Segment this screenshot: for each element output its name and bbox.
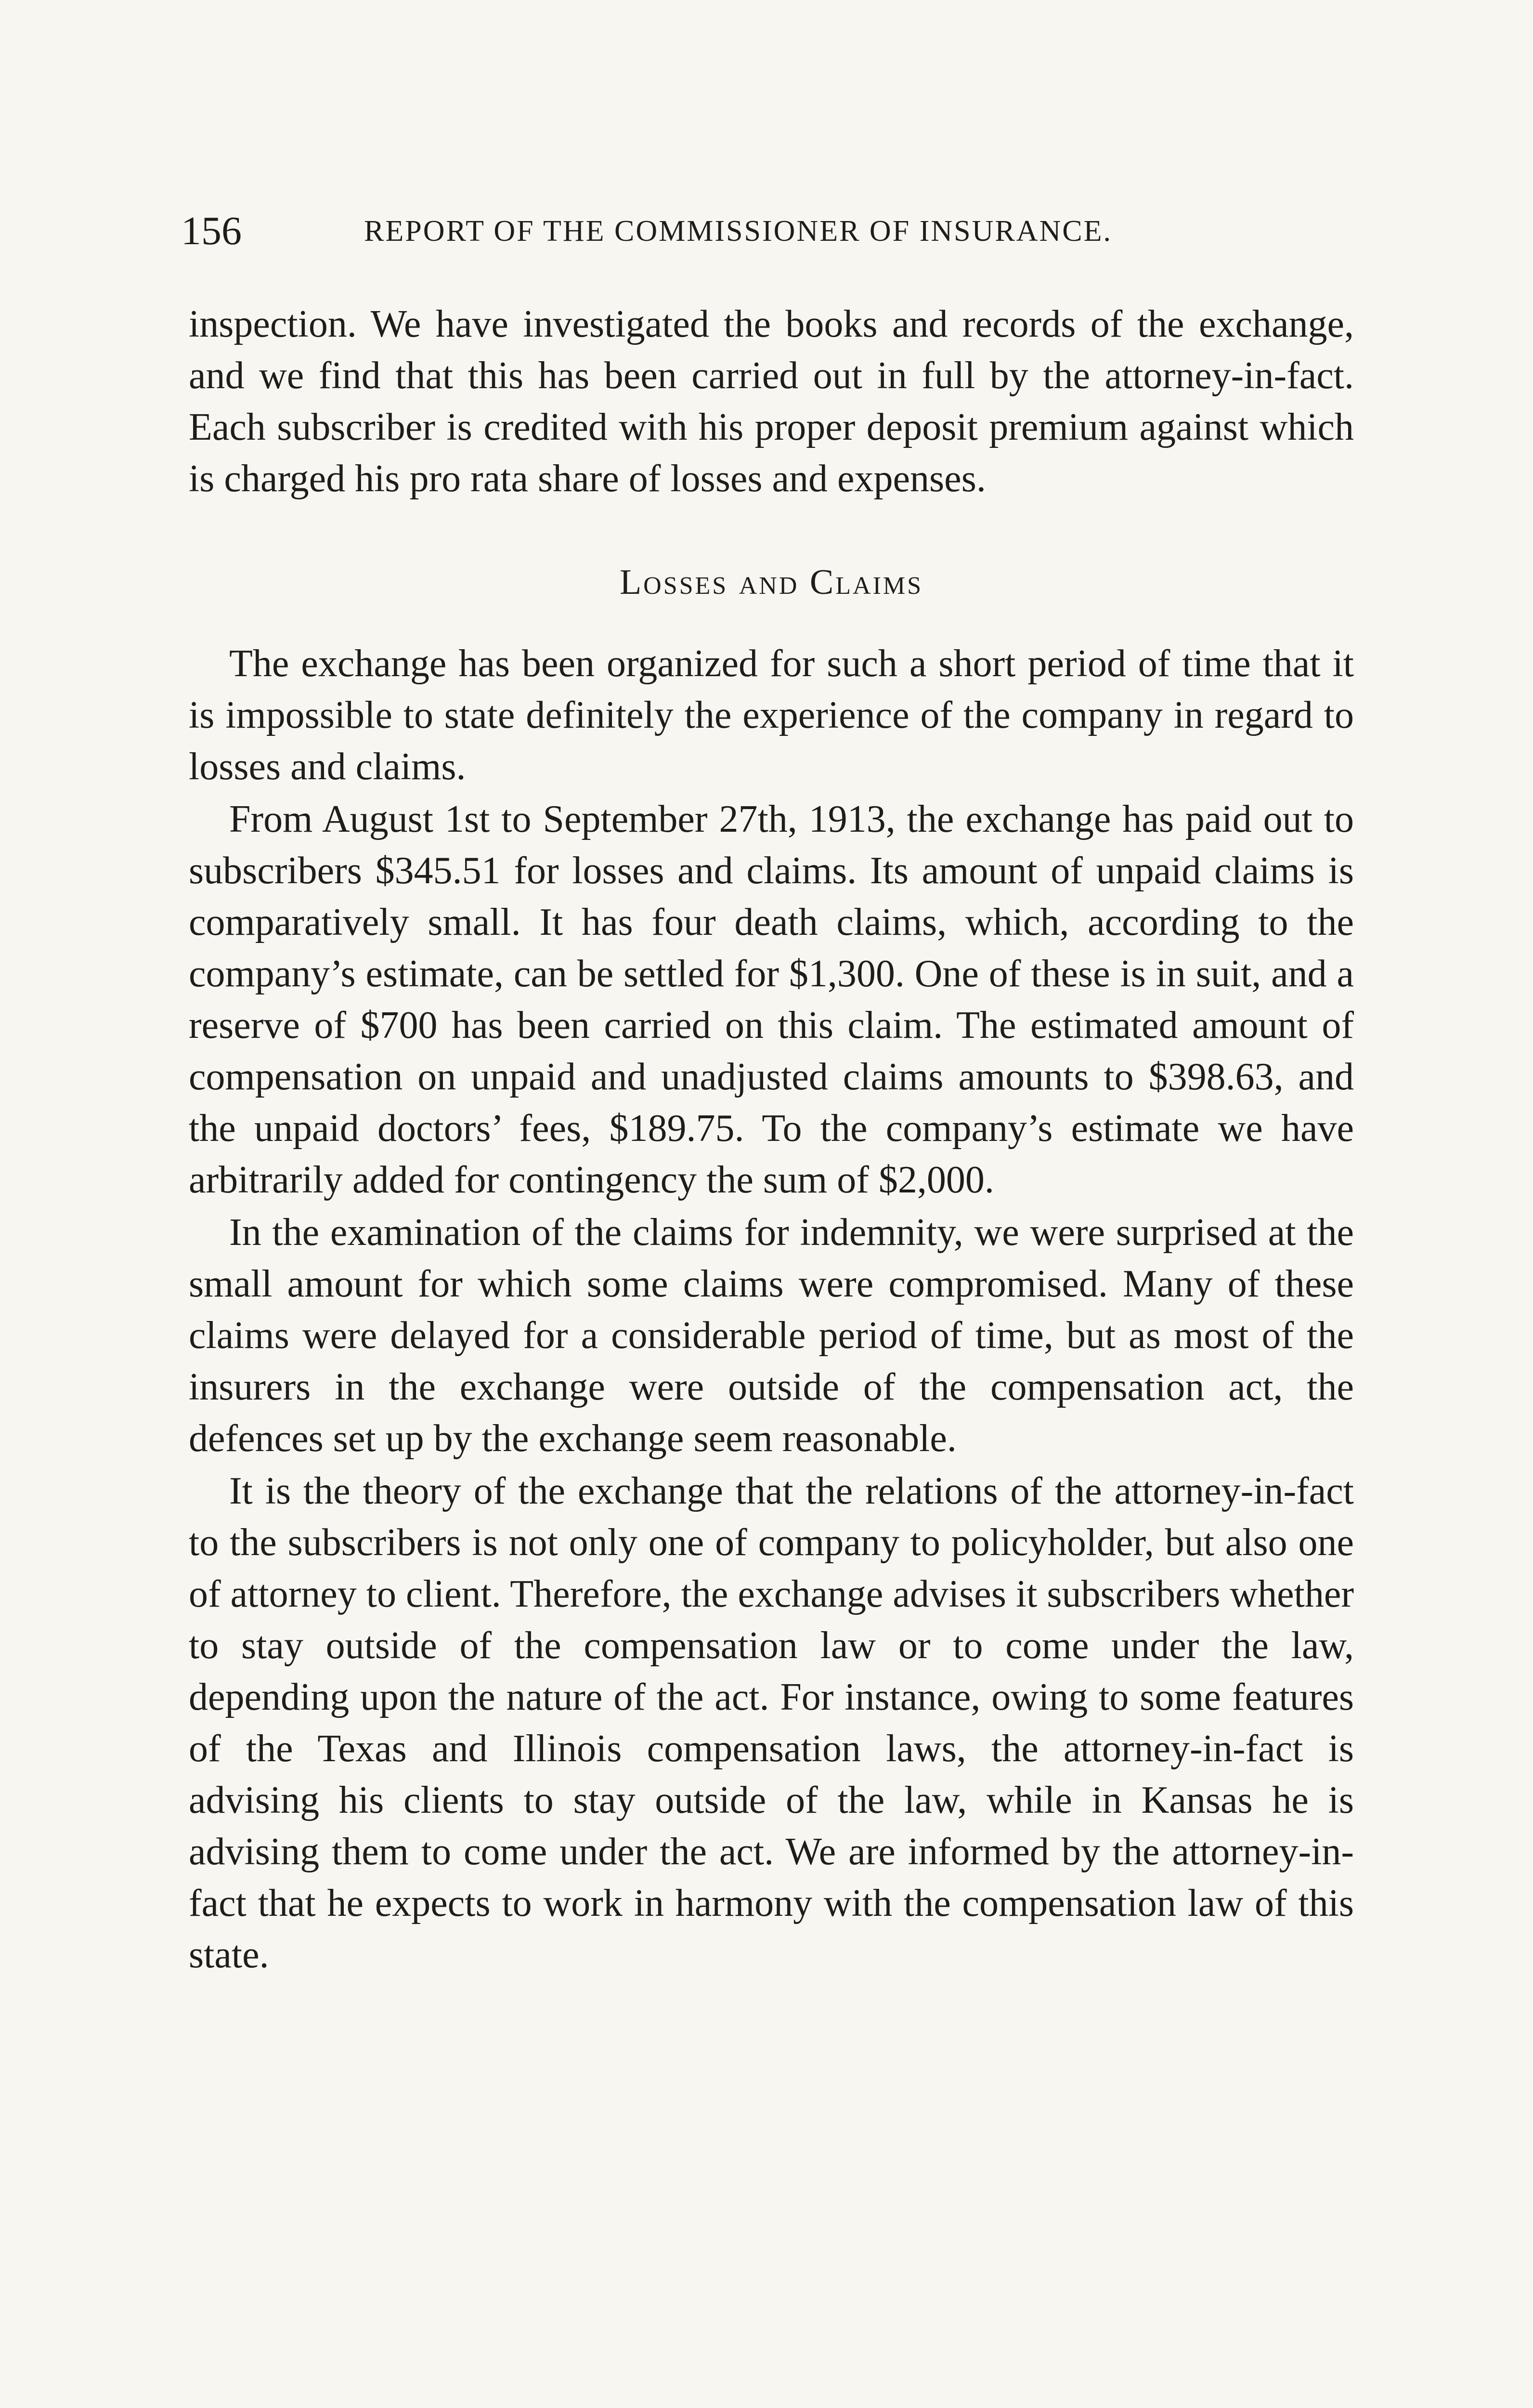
page-header (181, 205, 1414, 258)
running-head: REPORT OF THE COMMISSIONER OF INSURANCE. (364, 215, 1112, 248)
page-number: 156 (181, 209, 242, 253)
page-body (189, 299, 1354, 1981)
paragraph: From August 1st to September 27th, 1913, the exchange has paid out to subscribers $345.51 for losses and claims. Its amount of unpaid claims is comparatively small. It has four death claims, which, according to the company’s estimate, can be settled for $1,300. One of these is in suit, and a reserve of $700 has been carried on this claim. The estimated amount of compensation on unpaid and unadjusted claims amounts to $398.63, and the unpaid doctors’ fees, $189.75. To the company’s estimate we have arbitrarily added for contingency the sum of $2,000. (189, 798, 1354, 1201)
section-heading: Losses and Claims (619, 563, 923, 602)
paragraph: In the examination of the claims for indemnity, we were surprised at the small amount for which some claims were compromised. Many of these claims were delayed for a considerable period of time, but as most of the insurers in the exchange were outside of the compensation act, the defences set up by the exchange seem reasonable. (189, 1211, 1354, 1460)
paragraph: It is the theory of the exchange that the relations of the attorney-in-fact to the subscribers is not only one of company to policyholder, but also one of attorney to client. Therefore, the exchange advises it subscribers whether to stay outside of the compensation law or to come under the law, depending upon the nature of the act. For instance, owing to some features of the Texas and Illinois compensation laws, the attorney-in-fact is advising his clients to stay outside of the law, while in Kansas he is advising them to come under the act. We are informed by the attorney-in-fact that he expects to work in harmony with the compensation law of this state. (189, 1470, 1354, 1976)
continued-paragraph: inspection. We have investigated the books and records of the exchange, and we find that this has been carried out in full by the attorney-in-fact. Each subscriber is credited with his proper deposit premium against which is charged his pro rata share of losses and expenses. (189, 303, 1354, 500)
paragraph: The exchange has been organized for such a short period of time that it is impossible to state definitely the experience of the company in regard to losses and claims. (189, 642, 1354, 788)
